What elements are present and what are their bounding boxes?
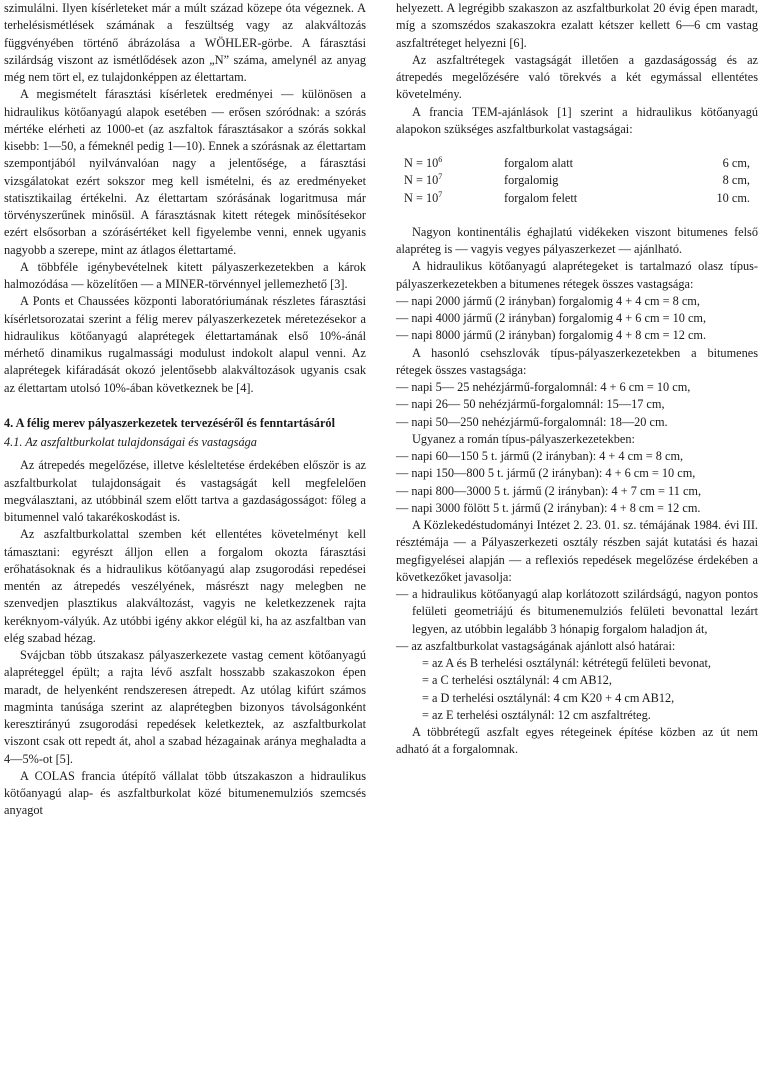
list-item: — napi 8000 jármű (2 irányban) forgalomig 4 + 8 cm = 12 cm. xyxy=(396,328,707,343)
sub-list-item: = az A és B terhelési osztálynál: kétrétegű felületi bevonat, xyxy=(422,656,711,670)
formula-row xyxy=(404,172,758,189)
formula-label: forgalomig xyxy=(504,173,559,188)
list-item: — napi 5— 25 nehézjármű-forgalomnál: 4 + 6 cm = 10 cm, xyxy=(396,380,691,394)
paragraph: A megismételt fárasztási kísérletek eredményei — különösen a hidraulikus kötőanyagú alapok esetében — erősen szóródnak: a szórás mértéke elérheti az 1000-et (az aszfaltok fárasztásakor a szórás sokkal kisebb: 1—50, a fémeknél pedig 1—10). Ennek a szórásnak az élettartam szempontjából nyilvánvalóan nagy a jelentősége, a fárasztási vizsgálatokat ezért sokszor meg kell ismételni, és az eredményeket statisztikailag értékelni. Az élettartam szórásának logaritmusa már törvényszerűnek minősül. A fárasztásnak kitett rétegek minősítésekor ezért elsősorban a szórásértéket kell figyelembe venni, ennek ugyanis nagyobb a szerepe, mint az átlagos élettartamé. xyxy=(4,87,366,257)
formula-exponent: 7 xyxy=(438,172,443,182)
list-item: — napi 4000 jármű (2 irányban) forgalomig 4 + 6 cm = 10 cm, xyxy=(396,311,707,325)
formula-row xyxy=(404,155,758,172)
thickness-formula-list xyxy=(404,155,758,207)
formula-label: forgalom felett xyxy=(504,190,578,205)
formula-lhs: N = 10 xyxy=(404,173,439,188)
paragraph: A hasonló csehszlovák típus-pályaszerkezetekben a bitumenes rétegek összes vastagsága: xyxy=(396,345,758,377)
left-column xyxy=(4,0,366,820)
paragraph: Nagyon kontinentális éghajlatú vidékeken viszont bitumenes felső alapréteg is — vagyis vegyes pályaszerkezet — ajánlható. xyxy=(396,224,758,256)
paragraph: A hidraulikus kötőanyagú alaprétegeket is tartalmazó olasz típus-pályaszerkezetekben a bitumenes rétegek összes vastagsága: xyxy=(396,259,758,291)
subsection-heading: 4.1. Az aszfaltburkolat tulajdonságai és vastagsága xyxy=(4,435,257,449)
formula-exponent: 7 xyxy=(438,189,443,199)
formula-value: 6 cm, xyxy=(722,156,750,170)
sub-list-item: = az E terhelési osztálynál: 12 cm aszfaltréteg. xyxy=(422,707,651,722)
list-item: — napi 3000 fölött 5 t. jármű (2 irányban): 4 + 8 cm = 12 cm. xyxy=(396,500,701,515)
formula-row xyxy=(404,190,758,207)
formula-lhs: N = 10 xyxy=(404,156,439,170)
paragraph: A többrétegű aszfalt egyes rétegeinek építése közben az út nem adható át a forgalomnak. xyxy=(396,725,758,757)
list-item: — napi 2000 jármű (2 irányban) forgalomig 4 + 4 cm = 8 cm, xyxy=(396,293,700,308)
paragraph: A COLAS francia útépítő vállalat több útszakaszon a hidraulikus kötőanyagú alap- és aszfaltburkolat közé bitumenemulziós szemcsés anyagot xyxy=(4,768,366,818)
sub-list-item: = a C terhelési osztálynál: 4 cm AB12, xyxy=(422,673,612,688)
paragraph: A francia TEM-ajánlások [1] szerint a hidraulikus kötőanyagú alapokon szükséges aszfaltburkolat vastagságai: xyxy=(396,104,758,136)
list-item: — napi 50—250 nehézjármű-forgalomnál: 18—20 cm. xyxy=(396,414,668,429)
paragraph: helyezett. A legrégibb szakaszon az aszfaltburkolat 20 évig épen maradt, míg a szomszédos szakaszokra ezalatt kétszer kellett 6—6 cm vastag aszfaltréteget helyezni [6]. xyxy=(396,1,758,50)
formula-lhs: N = 10 xyxy=(404,190,439,205)
paragraph: Az aszfaltrétegek vastagságát illetően a gazdaságosság és az átrepedés megelőzésére való törekvés a két egymással ellentétes követelmény. xyxy=(396,52,758,102)
list-item: — a hidraulikus kötőanyagú alap korlátozott szilárdságú, nagyon pontos felületi geometriájú és bitumenemulziós felületi bevonattal lezárt legyen, az utóbbin legalább 3 hónapig forgalom haladjon át, xyxy=(396,587,758,636)
list-item: — az aszfaltburkolat vastagságának ajánlott alsó határai: xyxy=(396,638,676,653)
list-item: — napi 150—800 5 t. jármű (2 irányban): 4 + 6 cm = 10 cm, xyxy=(396,466,696,481)
formula-label: forgalom alatt xyxy=(504,156,574,170)
list-item: — napi 800—3000 5 t. jármű (2 irányban): 4 + 7 cm = 11 cm, xyxy=(396,483,702,498)
formula-exponent: 6 xyxy=(438,154,443,164)
paragraph: A Ponts et Chaussées központi laboratóriumának részletes fárasztási kísérletsorozatai szerint a félig merev pályaszerkezetek méretezésekor a hidraulikus kötőanyagú alaprétegek élettartamának első 10%-ánál mérhető dinamikus rugalmassági modulust indokolt alapul venni. Az alaprétegek kifáradását okozó jelentősebb alakváltozások ugyanis csak az élettartam utolsó 10%-ában következnek be [4]. xyxy=(4,294,366,395)
list-item: — napi 60—150 5 t. jármű (2 irányban): 4 + 4 cm = 8 cm, xyxy=(396,449,684,463)
sub-list-item: = a D terhelési osztálynál: 4 cm K20 + 4 cm AB12, xyxy=(422,690,675,705)
formula-value: 8 cm, xyxy=(722,173,750,188)
list-item: — napi 26— 50 nehézjármű-forgalomnál: 15—17 cm, xyxy=(396,397,665,412)
paragraph: Svájcban több útszakasz pályaszerkezete vastag cement kötőanyagú alapréteggel épült; a rajta lévő aszfalt hosszabb szakaszokon épen maradt, de helyenként rendszeresen átrepedt. Az utólag kifúrt számos magminta tanúsága szerint az alaprétegben bizonyos távolságonként keresztirányú zsugorodási repedések keletkeztek, az aszfaltburkolat viszont csak ott repedt át, ahol a szabad hézagainak aránya meghaladta a 4—5%-ot [5]. xyxy=(4,648,366,766)
paragraph: A többféle igénybevételnek kitett pályaszerkezetekben a károk halmozódása — közelítően — a MINER-törvénnyel jellemezhető [3]. xyxy=(4,259,366,291)
paragraph: Az átrepedés megelőzése, illetve késleltetése érdekében először is az aszfaltburkolat tulajdonságait és vastagságát kell megfelelően megválasztani, az utóbbinál szem előtt tartva a gazdaságosságot: főleg a bitumennel való takarékoskodást is. xyxy=(4,458,366,524)
paragraph: Az aszfaltburkolattal szemben két ellentétes követelményt kell támasztani: egyrészt álljon ellen a forgalom okozta fárasztási erőhatásoknak és a hidraulikus kötőanyagú alap zsugorodási repedései mentén az átrepedés veszélyének, másrészt nagy melegben ne szenvedjen plasztikus alakváltozást, vagyis ne keletkezzenek rajta keréknyom-vályúk. Az utóbbi igény akkor elégül ki, ha az aszfaltban van elég szabad hézag. xyxy=(4,527,366,645)
paragraph: szimulálni. Ilyen kísérleteket már a múlt század közepe óta végeznek. A terhelésismétlések számának a feszültség vagy az alakváltozás függvényében történő ábrázolása a WÖHLER-görbe. A fárasztási szilárdság viszont az ismétlődések azon „N” száma, amelynél az anyag még nem tört el, ez tulajdonképpen az élettartam. xyxy=(4,1,366,84)
section-heading: 4. A félig merev pályaszerkezetek tervezéséről és fenntartásáról xyxy=(4,415,335,430)
paragraph: Ugyanez a román típus-pályaszerkezetekben: xyxy=(412,431,635,446)
paragraph: A Közlekedéstudományi Intézet 2. 23. 01. sz. témájának 1984. évi III. résztémája — a Pályaszerkezeti osztály részben saját kutatási és hazai megfigyelései alapján — a reflexiós repedések megelőzése érdekében a következőket javasolja: xyxy=(396,518,758,584)
right-column xyxy=(396,0,758,759)
formula-value: 10 cm. xyxy=(716,190,750,205)
